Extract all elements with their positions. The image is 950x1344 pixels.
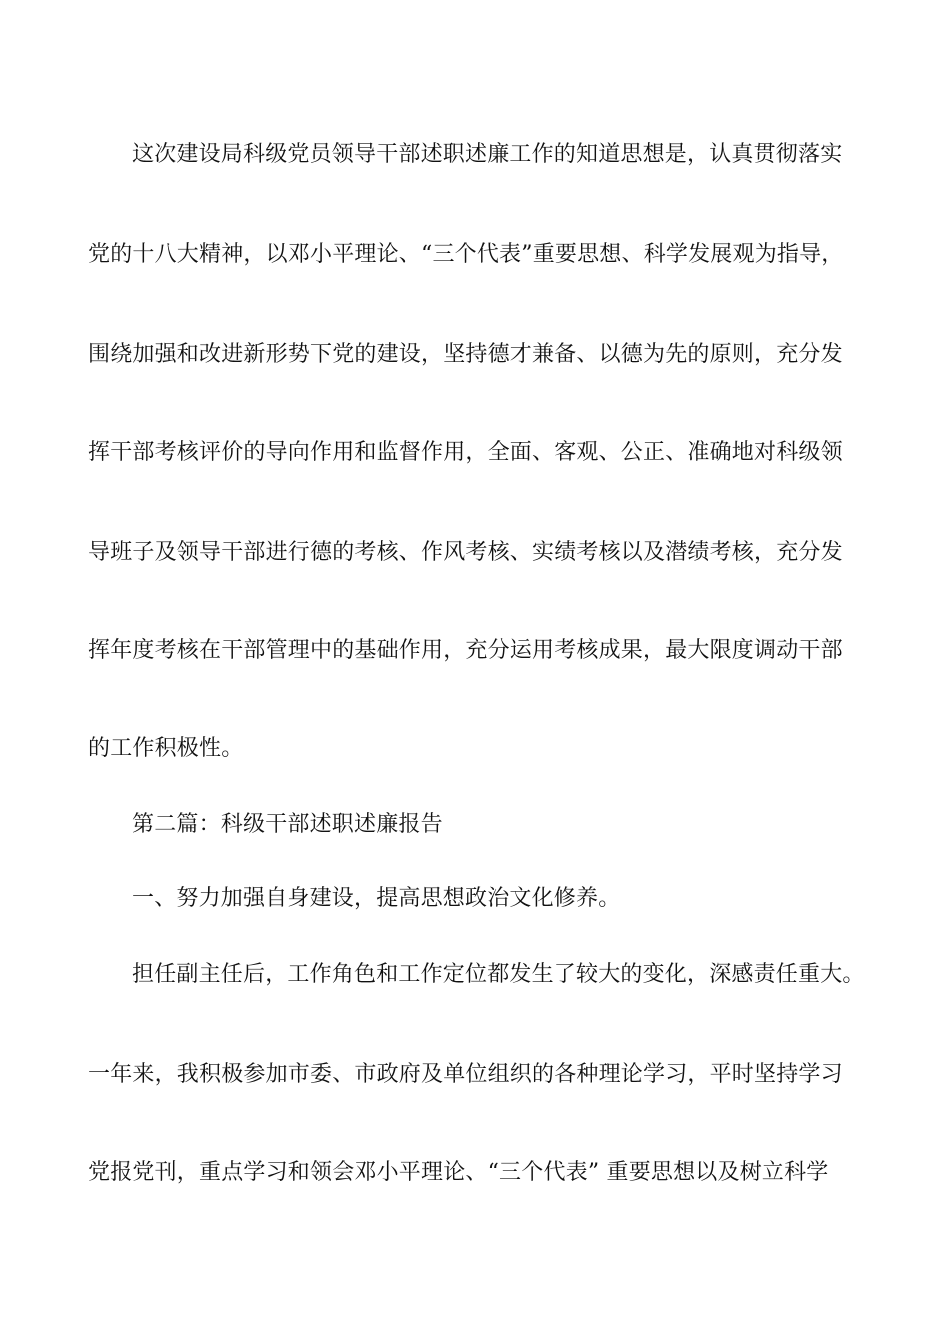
paragraph-2-line-1: 担任副主任后，工作角色和工作定位都发生了较大的变化，深感责任重大。 xyxy=(132,962,865,987)
paragraph-1-line-5: 导班子及领导干部进行德的考核、作风考核、实绩考核以及潜绩考核，充分发 xyxy=(88,540,843,565)
paragraph-1-line-3: 围绕加强和改进新形势下党的建设，坚持德才兼备、以德为先的原则，充分发 xyxy=(88,342,843,367)
paragraph-1-line-2: 党的十八大精神，以邓小平理论、“三个代表”重要思想、科学发展观为指导， xyxy=(88,242,844,267)
subheading: 一、努力加强自身建设，提高思想政治文化修养。 xyxy=(132,886,621,911)
section-title: 第二篇：科级干部述职述廉报告 xyxy=(132,812,443,837)
paragraph-1-line-7: 的工作积极性。 xyxy=(88,736,244,761)
paragraph-2-line-2: 一年来，我积极参加市委、市政府及单位组织的各种理论学习，平时坚持学习 xyxy=(88,1062,843,1087)
paragraph-1-line-1: 这次建设局科级党员领导干部述职述廉工作的知道思想是，认真贯彻落实 xyxy=(132,142,843,167)
paragraph-1-line-4: 挥干部考核评价的导向作用和监督作用，全面、客观、公正、准确地对科级领 xyxy=(88,440,843,465)
paragraph-2-line-3: 党报党刊，重点学习和领会邓小平理论、“三个代表” 重要思想以及树立科学 xyxy=(88,1160,829,1185)
paragraph-1-line-6: 挥年度考核在干部管理中的基础作用，充分运用考核成果，最大限度调动干部 xyxy=(88,638,843,663)
